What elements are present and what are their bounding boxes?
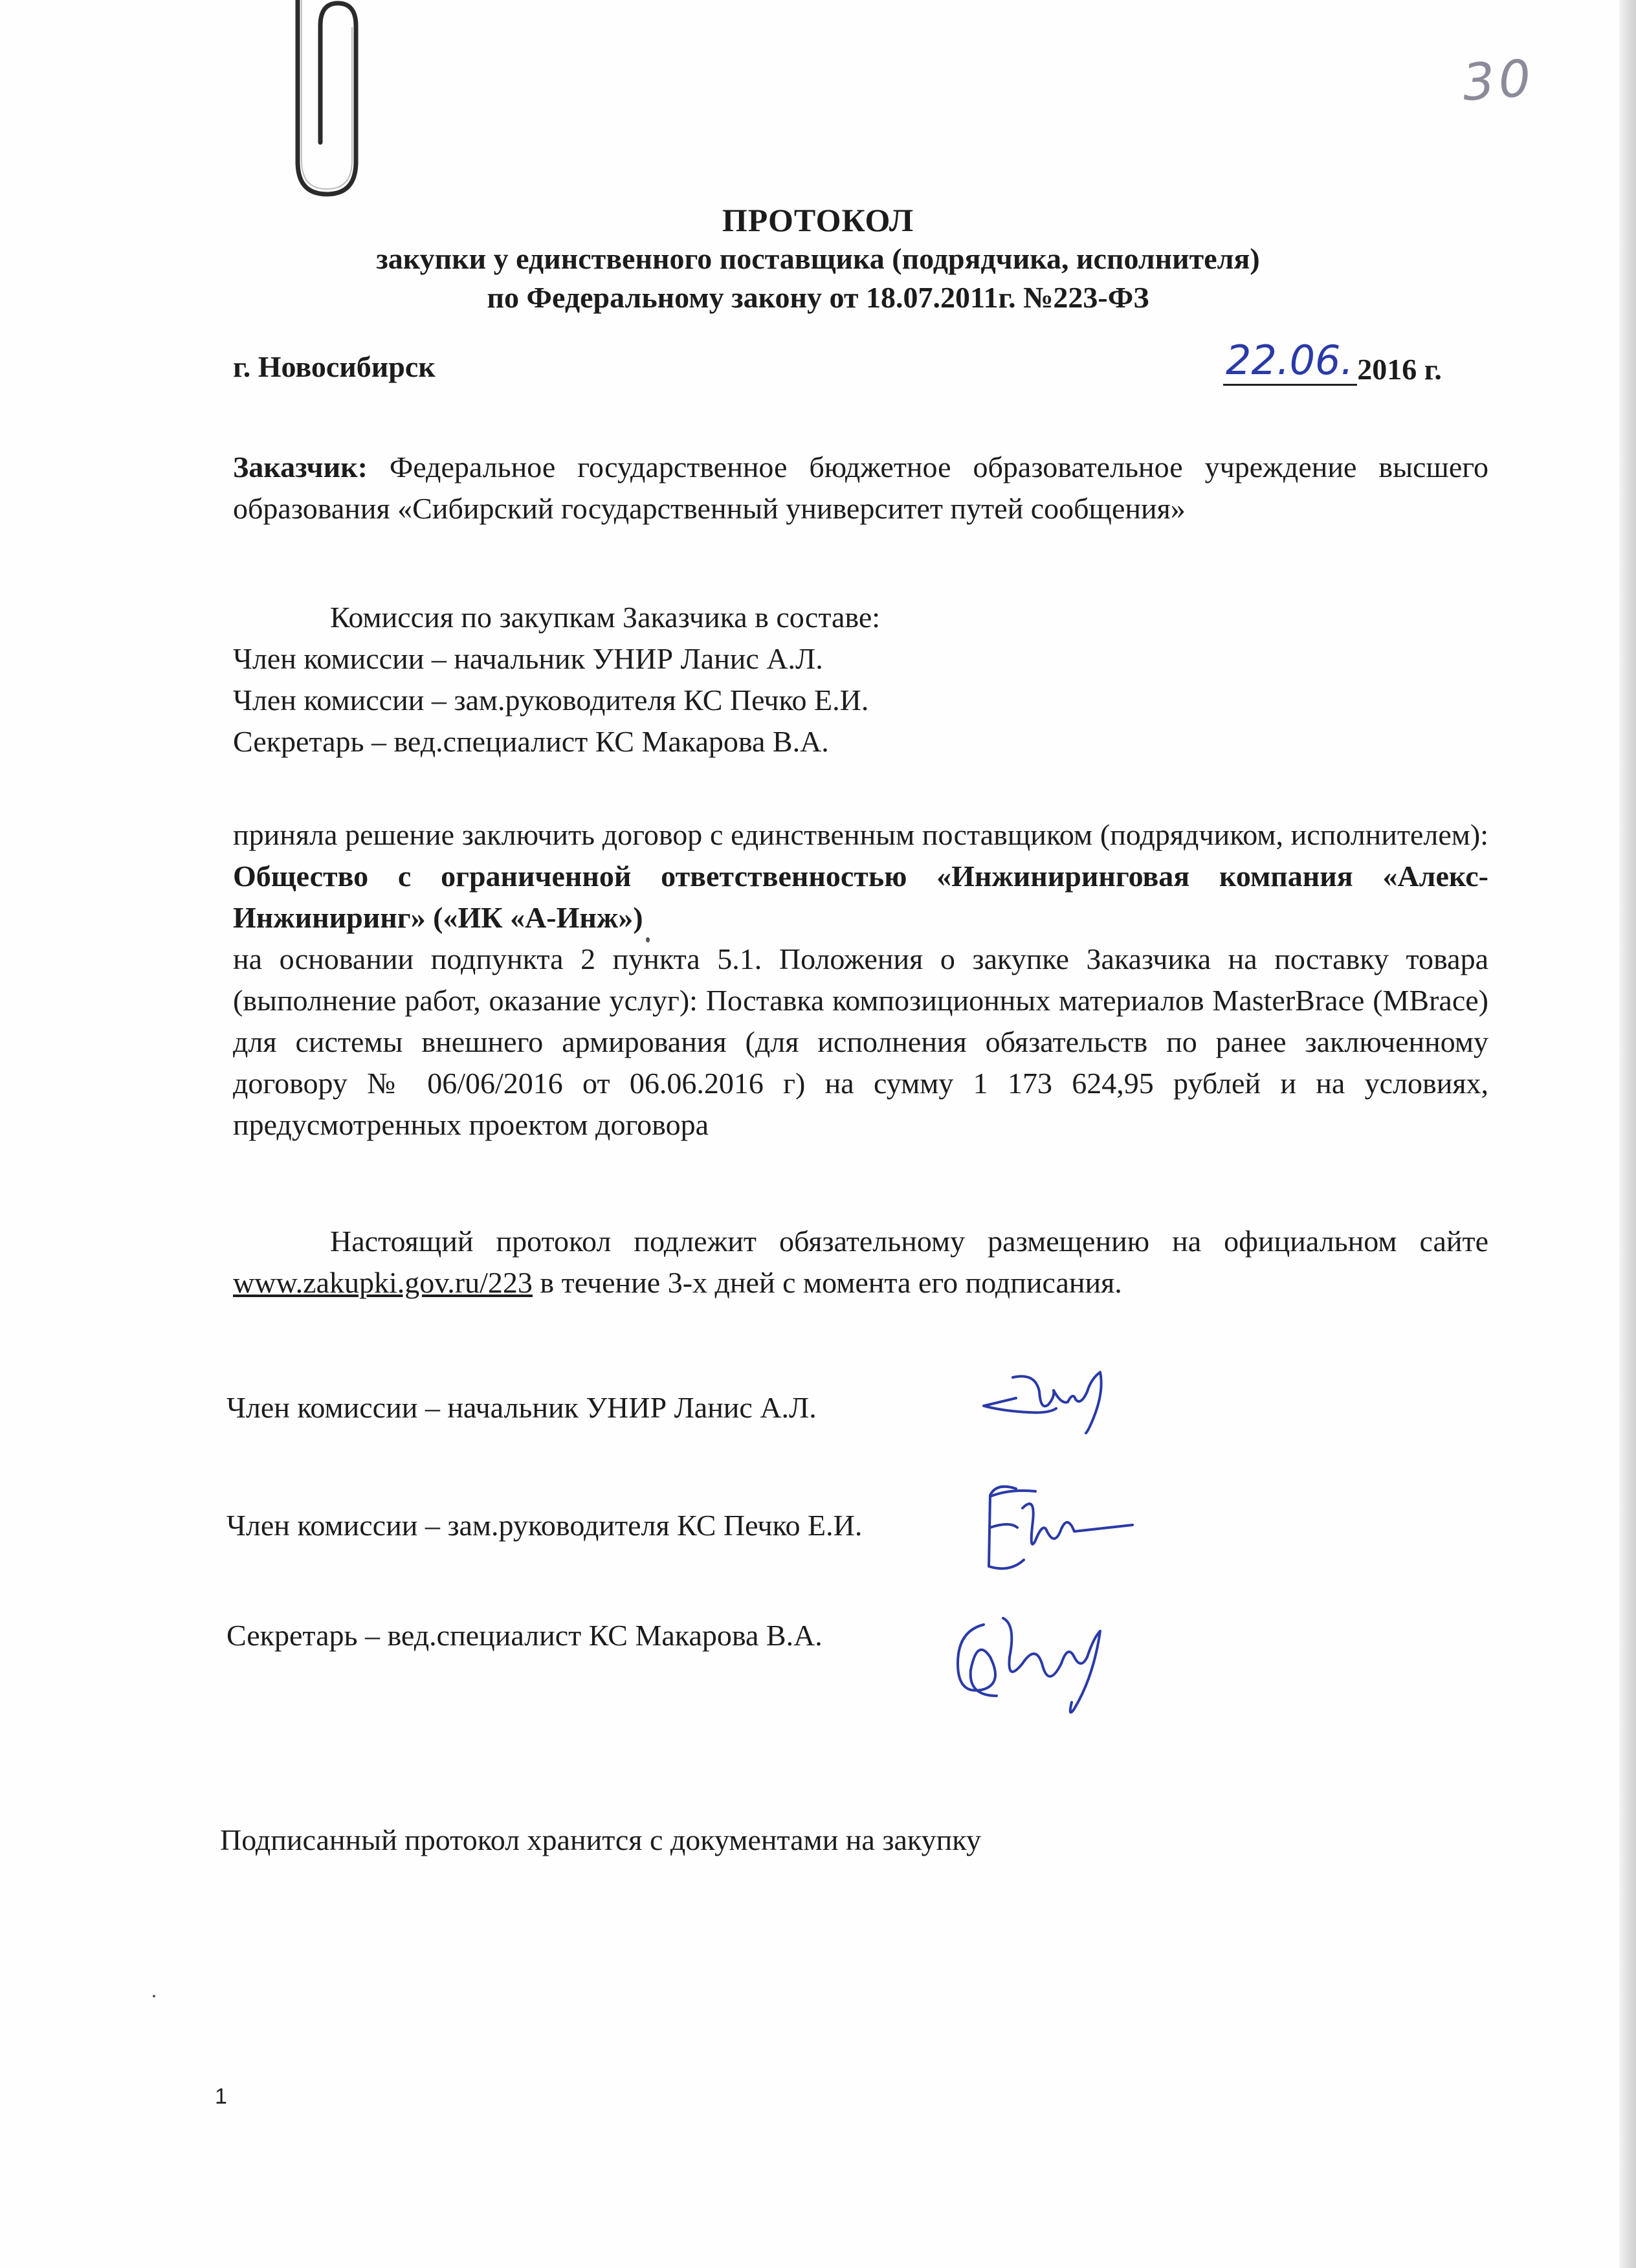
decision-paragraph	[233, 814, 1488, 1146]
paperclip-icon	[285, 0, 369, 201]
stored-note: Подписанный протокол хранится с документами на закупку	[220, 1823, 981, 1856]
signature-line-makarova: Секретарь – вед.специалист КС Макарова В.А.	[227, 1619, 823, 1652]
supplier-name: Общество с ограниченной ответственностью «Инжиниринговая компания «Алекс-Инжиниринг» («ИК «А-Инж»)	[233, 860, 1488, 934]
document-date	[1223, 337, 1442, 391]
title-subject: закупки у единственного поставщика (подрядчика, исполнителя)	[376, 242, 1260, 275]
scan-speck	[646, 937, 650, 942]
signature-makarova	[945, 1599, 1120, 1722]
zakupki-link[interactable]: www.zakupki.gov.ru/223	[233, 1266, 533, 1299]
notice-text-end: в течение 3-х дней с момента его подписания.	[540, 1266, 1122, 1299]
customer-label: Заказчик:	[233, 450, 368, 484]
customer-paragraph	[233, 447, 1488, 529]
title-protocol: ПРОТОКОЛ	[722, 202, 914, 238]
commission-intro: Комиссия по закупкам Заказчика в составе:	[330, 601, 881, 634]
handwritten-page-number: 30	[1460, 49, 1537, 113]
signature-line-lanis: Член комиссии – начальник УНИР Ланис А.Л.	[227, 1391, 817, 1424]
notice-paragraph	[233, 1221, 1488, 1304]
handwritten-date: 22.06.	[1223, 337, 1357, 386]
city: г. Новосибирск	[233, 350, 436, 383]
commission-block	[233, 597, 1488, 762]
notice-text: Настоящий протокол подлежит обязательному размещению на официальном сайте	[330, 1225, 1488, 1258]
signature-pechko	[971, 1469, 1139, 1579]
commission-member: Член комиссии – зам.руководителя КС Печко Е.И.	[233, 684, 869, 717]
commission-member: Член комиссии – начальник УНИР Ланис А.Л.	[233, 642, 823, 675]
scan-speck	[153, 1995, 155, 1997]
commission-member: Секретарь – вед.специалист КС Макарова В.А.	[233, 725, 829, 758]
title-law: по Федеральному закону от 18.07.2011г. №223-ФЗ	[487, 281, 1149, 314]
page-edge-shadow	[1619, 0, 1636, 2268]
signature-lanis	[977, 1366, 1133, 1437]
page-number: 1	[215, 2084, 227, 2109]
decision-lead: приняла решение заключить договор с единственным поставщиком (подрядчиком, исполнителем):	[233, 818, 1488, 851]
customer-text: Федеральное государственное бюджетное образовательное учреждение высшего образования «Сибирский государственный университет путей сообщения»	[233, 450, 1488, 525]
decision-basis: на основании подпункта 2 пункта 5.1. Положения о закупке Заказчика на поставку товара (выполнение работ, оказание услуг): Поставка композиционных материалов MasterBrace (MBrace) для системы внешнего армирования (для исполнения обязательств по ранее заключенному договору № 06/06/2016 от 06.06.2016 г) на сумму 1 173 624,95 рублей и на условиях, предусмотренных проектом договора	[233, 942, 1488, 1141]
date-year: 2016 г.	[1357, 353, 1442, 386]
document-title	[0, 201, 1636, 317]
signature-line-pechko: Член комиссии – зам.руководителя КС Печко Е.И.	[227, 1509, 863, 1542]
